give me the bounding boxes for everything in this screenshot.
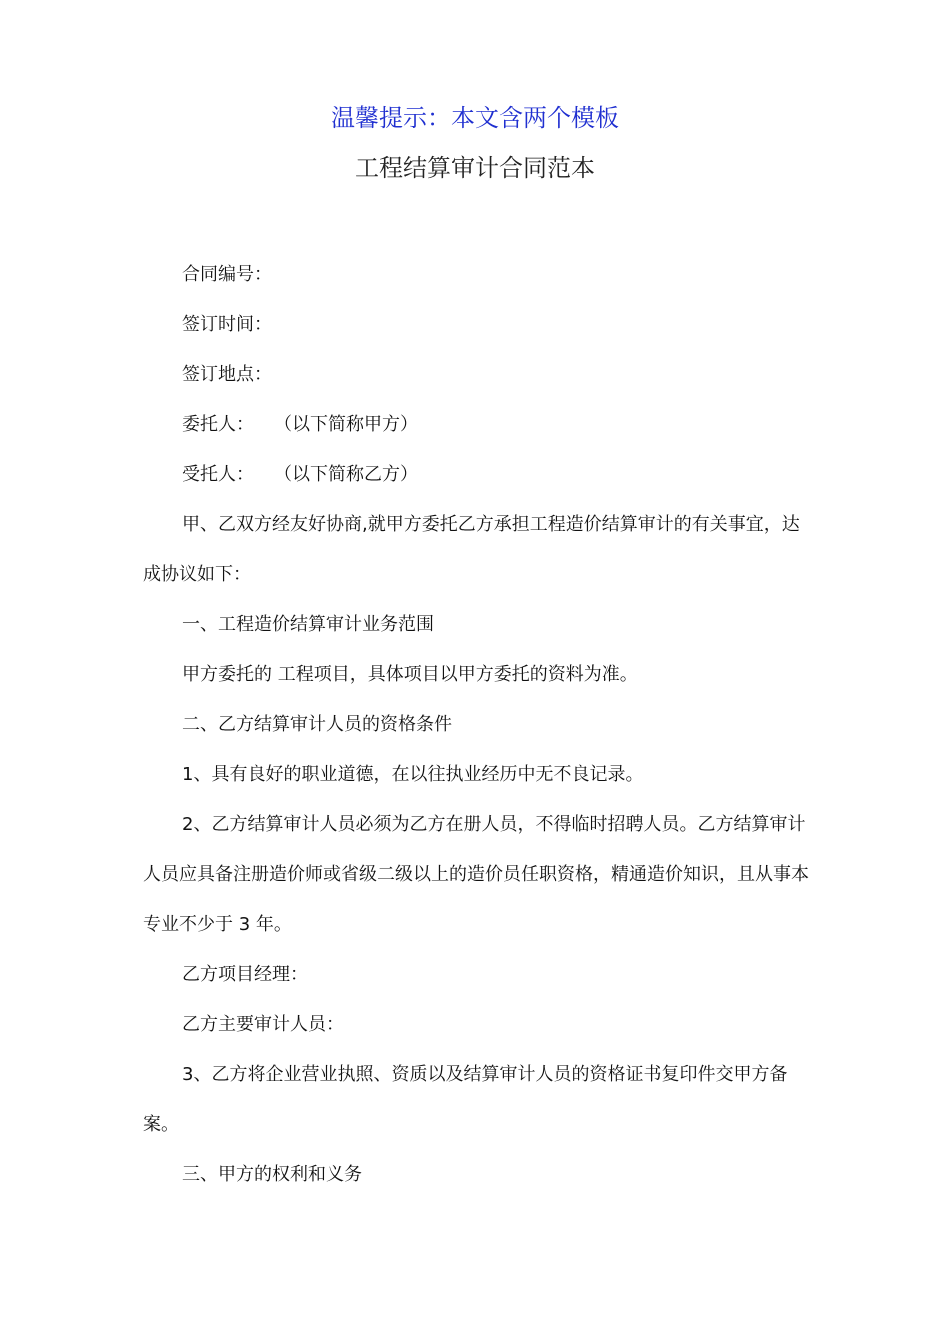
client-field <box>143 400 815 450</box>
section-1-heading: 一、工程造价结算审计业务范围 <box>182 614 434 635</box>
clause-1: 1、具有良好的职业道德，在以往执业经历中无不良记录。 <box>182 764 644 785</box>
main-auditors-field: 乙方主要审计人员： <box>182 1014 344 1035</box>
section-3-heading: 三、甲方的权利和义务 <box>182 1164 362 1185</box>
trustee-field <box>143 450 815 500</box>
template-notice: 温馨提示：本文含两个模板 <box>331 104 619 132</box>
intro-paragraph: 甲、乙双方经友好协商,就甲方委托乙方承担工程造价结算审计的有关事宜，达成协议如下： <box>143 514 800 585</box>
trustee-note: （以下简称乙方） <box>274 464 418 485</box>
contract-number-field: 合同编号： <box>182 264 272 285</box>
section-2-heading: 二、乙方结算审计人员的资格条件 <box>182 714 452 735</box>
document-body <box>143 250 815 1200</box>
client-note: （以下简称甲方） <box>274 414 418 435</box>
project-manager-field: 乙方项目经理： <box>182 964 308 985</box>
client-label: 委托人： <box>182 414 254 435</box>
section-1-text: 甲方委托的 工程项目，具体项目以甲方委托的资料为准。 <box>182 664 638 685</box>
signing-time-field: 签订时间： <box>182 314 272 335</box>
clause-2: 2、乙方结算审计人员必须为乙方在册人员，不得临时招聘人员。乙方结算审计人员应具备注册造价师或省级二级以上的造价员任职资格，精通造价知识，且从事本专业不少于 3 年。 <box>143 814 809 935</box>
trustee-label: 受托人： <box>182 464 254 485</box>
document-title: 工程结算审计合同范本 <box>355 154 595 182</box>
signing-place-field: 签订地点： <box>182 364 272 385</box>
clause-3: 3、乙方将企业营业执照、资质以及结算审计人员的资格证书复印件交甲方备案。 <box>143 1064 788 1135</box>
